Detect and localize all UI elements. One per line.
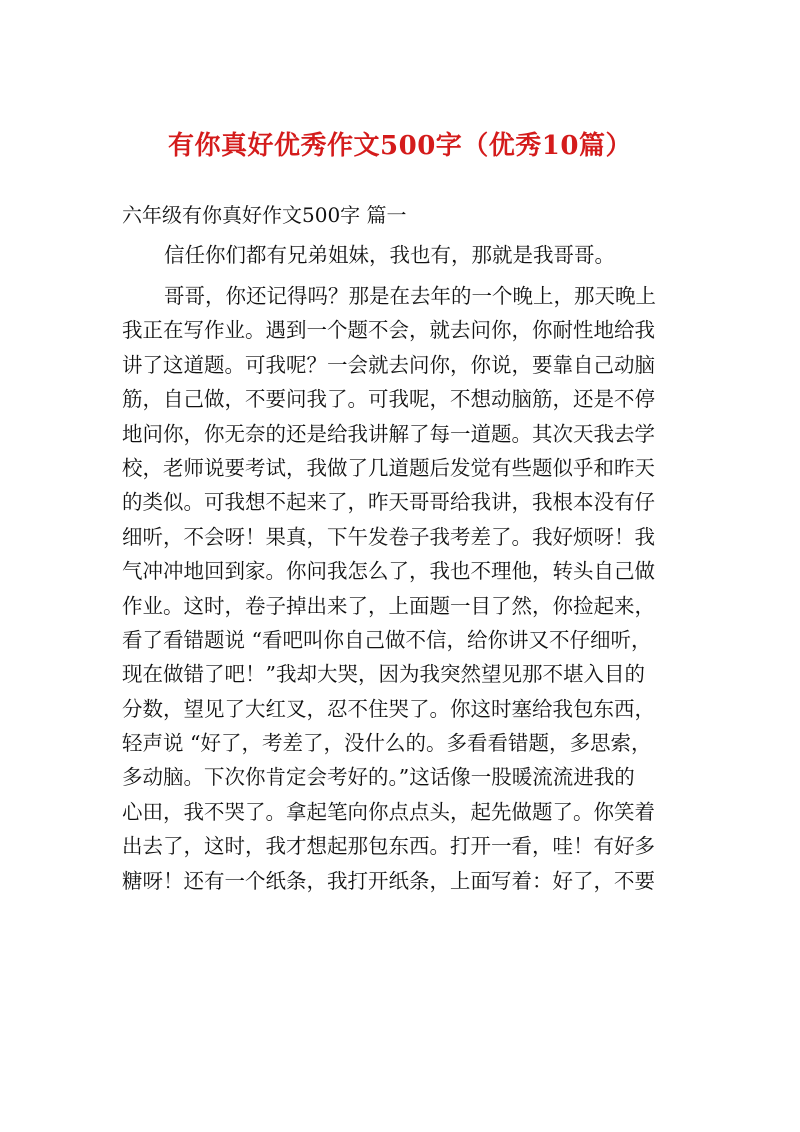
paragraph-line: 轻声说 “好了，考差了，没什么的。多看看错题，多思索，: [122, 731, 652, 756]
paragraph-line: 作业。这时，卷子掉出来了，上面题一目了然，你捡起来，: [122, 593, 655, 618]
paragraph-line: 讲了这道题。可我呢？一会就去问你，你说，要靠自己动脑: [122, 352, 655, 377]
paragraph-line: 糖呀！还有一个纸条，我打开纸条，上面写着：好了，不要: [122, 868, 655, 893]
paragraph-line: 看了看错题说 “看吧叫你自己做不信，给你讲又不仔细听，: [122, 627, 652, 652]
paragraph-line: 多动脑。下次你肯定会考好的。”这话像一股暖流流进我的: [122, 765, 635, 790]
paragraph-line: 筋，自己做，不要问我了。可我呢，不想动脑筋，还是不停: [122, 387, 655, 412]
paragraph-line: 的类似。可我想不起来了，昨天哥哥给我讲，我根本没有仔: [122, 490, 655, 515]
paragraph-1: [122, 238, 684, 272]
paragraph-line: 校，老师说要考试，我做了几道题后发觉有些题似乎和昨天: [122, 455, 655, 480]
paragraph-line: 分数，望见了大红叉，忍不住哭了。你这时塞给我包东西，: [122, 696, 655, 721]
paragraph-2: [122, 279, 684, 898]
paragraph-line: 哥哥，你还记得吗？那是在去年的一个晚上，那天晚上: [164, 284, 656, 308]
paragraph-line: 细听，不会呀！果真，下午发卷子我考差了。我好烦呀！我: [122, 524, 655, 549]
section-heading: 六年级有你真好作文500字 篇一: [122, 203, 407, 227]
paragraph-line: 我正在写作业。遇到一个题不会，就去问你，你耐性地给我: [122, 318, 655, 343]
paragraph-line: 出去了，这时，我才想起那包东西。打开一看，哇！有好多: [122, 834, 655, 859]
paragraph-line: 心田，我不哭了。拿起笔向你点点头，起先做题了。你笑着: [122, 799, 655, 824]
document-title: 有你真好优秀作文500字（优秀10篇）: [168, 131, 632, 161]
paragraph-line: 信任你们都有兄弟姐妹，我也有，那就是我哥哥。: [164, 243, 615, 267]
paragraph-line: 地问你，你无奈的还是给我讲解了每一道题。其次天我去学: [122, 421, 655, 446]
paragraph-line: 气冲冲地回到家。你问我怎么了，我也不理他，转头自己做: [122, 559, 655, 584]
paragraph-line: 现在做错了吧！”我却大哭，因为我突然望见那不堪入目的: [122, 662, 645, 687]
